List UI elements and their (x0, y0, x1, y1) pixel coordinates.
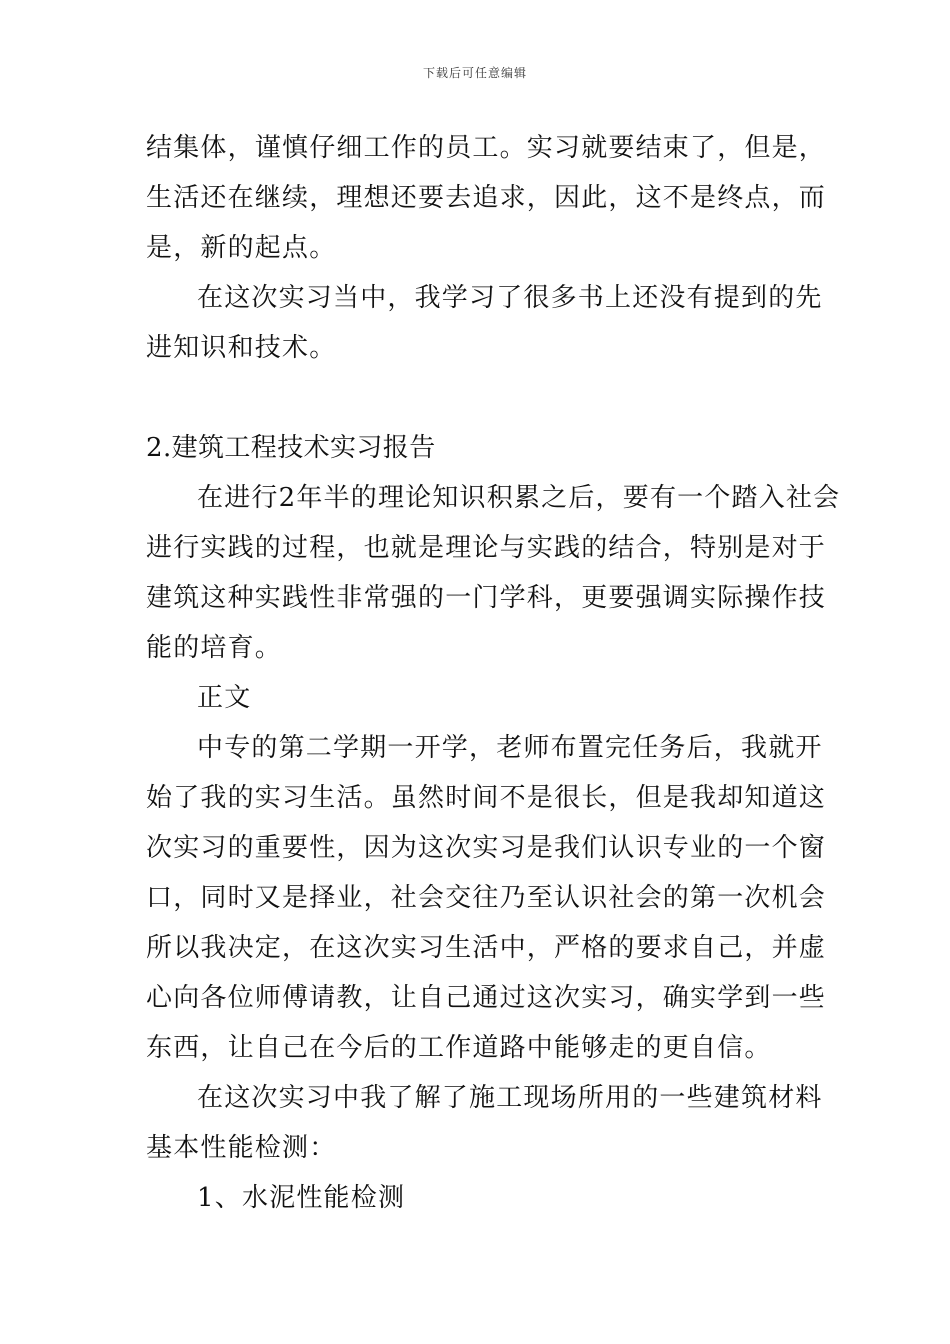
paragraph-line: 在这次实习中我了解了施工现场所用的一些建筑材料 (197, 1083, 823, 1113)
paragraph-line: 能的培育。 (146, 633, 283, 663)
paragraph-line: 始了我的实习生活。虽然时间不是很长，但是我却知道这 (146, 783, 827, 813)
paragraph-line: 生活还在继续，理想还要去追求，因此，这不是终点，而 (146, 183, 827, 213)
paragraph-line: 建筑这种实践性非常强的一门学科，更要强调实际操作技 (146, 583, 827, 613)
paragraph-line: 进行实践的过程，也就是理论与实践的结合，特别是对于 (146, 533, 827, 563)
section-heading: 2.建筑工程技术实习报告 (146, 433, 436, 463)
paragraph-line: 是，新的起点。 (146, 233, 337, 263)
paragraph-line: 心向各位师傅请教，让自己通过这次实习，确实学到一些 (146, 983, 827, 1013)
paragraph-line: 基本性能检测： (146, 1133, 337, 1163)
list-item-heading: 1、水泥性能检测 (197, 1183, 406, 1213)
paragraph-line: 进知识和技术。 (146, 333, 337, 363)
paragraph-line: 所以我决定，在这次实习生活中，严格的要求自己，并虚 (146, 933, 827, 963)
paragraph-line: 口，同时又是择业，社会交往乃至认识社会的第一次机会 (146, 883, 827, 913)
page-header-note: 下载后可任意编辑 (422, 66, 527, 80)
paragraph-line: 东西，让自己在今后的工作道路中能够走的更自信。 (146, 1033, 772, 1063)
paragraph-line: 在这次实习当中，我学习了很多书上还没有提到的先 (197, 283, 823, 313)
paragraph-line: 次实习的重要性，因为这次实习是我们认识专业的一个窗 (146, 833, 827, 863)
paragraph-line: 结集体，谨慎仔细工作的员工。实习就要结束了，但是， (146, 133, 827, 163)
paragraph-line: 在进行2年半的理论知识积累之后，要有一个踏入社会 (197, 483, 841, 513)
paragraph-line: 中专的第二学期一开学，老师布置完任务后，我就开 (197, 733, 823, 763)
subheading-main-text: 正文 (197, 683, 252, 713)
